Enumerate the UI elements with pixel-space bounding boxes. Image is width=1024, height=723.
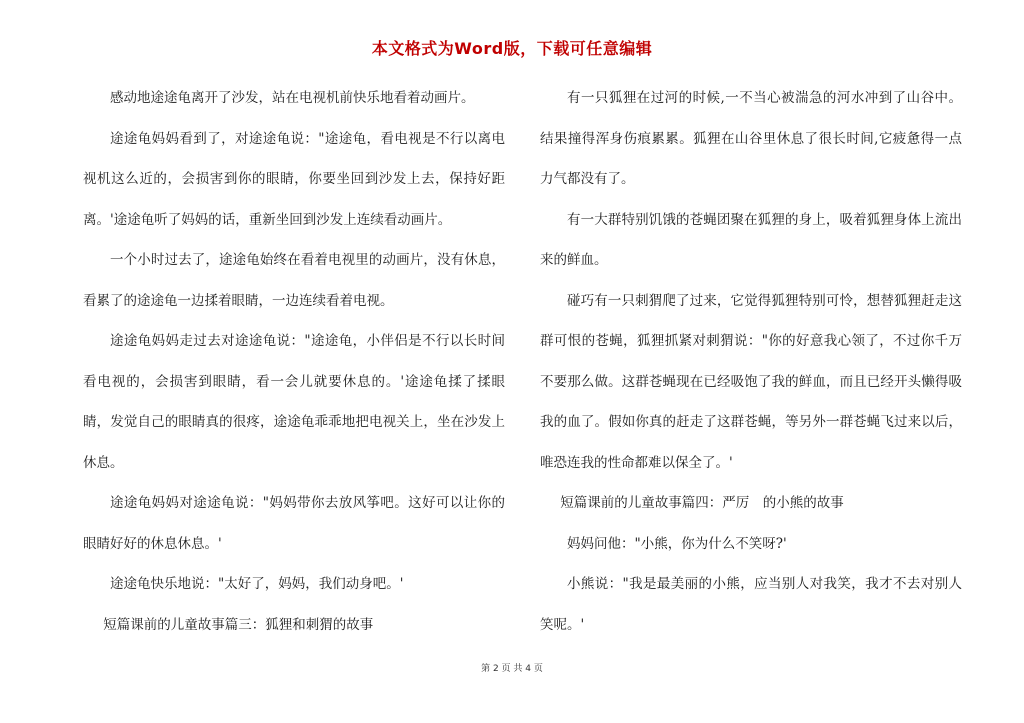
left-column	[83, 78, 505, 645]
paragraph: 途途龟妈妈看到了，对途途龟说："途途龟，看电视是不行以离电视机这么近的，会损害到你的眼睛，你要坐回到沙发上去，保持好距离。'途途龟听了妈妈的话，重新坐回到沙发上连续看动画片。	[83, 130, 505, 228]
paragraph: 碰巧有一只刺猬爬了过来，它觉得狐狸特别可怜，想替狐狸赶走这群可恨的苍蝇，狐狸抓紧对刺猬说："你的好意我心领了，不过你千万不要那么做。这群苍蝇现在已经吸饱了我的鲜血，而且已经开头懒得吸我的血了。假如你真的赶走了这群苍蝇，等另外一群苍蝇飞过来以后，唯恐连我的性命都难以保全了。'	[540, 292, 962, 471]
section-heading: 短篇课前的儿童故事篇四：严厉 的小熊的故事	[560, 495, 844, 511]
right-column	[540, 78, 962, 645]
paragraph: 感动地途途龟离开了沙发，站在电视机前快乐地看着动画片。	[110, 90, 475, 106]
paragraph: 一个小时过去了，途途龟始终在看着电视里的动画片，没有休息，看累了的途途龟一边揉着眼睛，一边连续看着电视。	[83, 252, 505, 309]
paragraph: 途途龟快乐地说："太好了，妈妈，我们动身吧。'	[110, 576, 404, 592]
paragraph: 妈妈问他："小熊，你为什么不笑呀?'	[567, 535, 787, 552]
paragraph: 有一大群特别饥饿的苍蝇团聚在狐狸的身上，吸着狐狸身体上流出来的鲜血。	[540, 211, 962, 268]
paragraph: 有一只狐狸在过河的时候,一不当心被湍急的河水冲到了山谷中。结果撞得浑身伤痕累累。狐狸在山谷里休息了很长时间,它疲惫得一点力气都没有了。	[540, 90, 962, 187]
paragraph: 小熊说："我是最美丽的小熊，应当别人对我笑，我才不去对别人笑呢。'	[540, 576, 962, 633]
document-header-title: 本文格式为Word版，下载可任意编辑	[371, 39, 653, 58]
section-heading: 短篇课前的儿童故事篇三：狐狸和刺猬的故事	[103, 616, 374, 633]
page-number: 第 2 页 共 4 页	[481, 664, 543, 674]
paragraph: 途途龟妈妈走过去对途途龟说："途途龟，小伴侣是不行以长时间看电视的，会损害到眼睛，看一会儿就要休息的。'途途龟揉了揉眼睛，发觉自己的眼睛真的很疼，途途龟乖乖地把电视关上，坐在沙发上休息。	[83, 333, 505, 471]
paragraph: 途途龟妈妈对途途龟说："妈妈带你去放风筝吧。这好可以让你的眼睛好好的休息休息。'	[83, 495, 505, 552]
